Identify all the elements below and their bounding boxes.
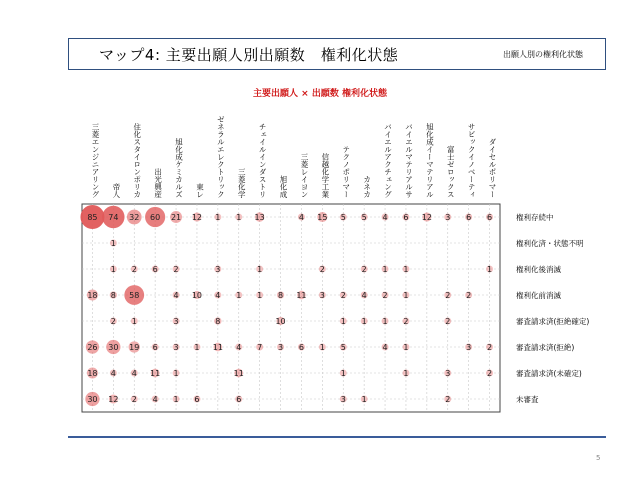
bubble-value-label: 12 (191, 213, 203, 222)
bubble-value-label: 1 (257, 291, 263, 300)
bubble-value-label: 2 (131, 395, 137, 404)
bubble-value-label: 2 (466, 291, 472, 300)
bubble-value-label: 2 (319, 265, 325, 274)
bubble-value-label: 1 (340, 317, 346, 326)
page-title: マップ4: 主要出願人別出願数 権利化状態 (99, 46, 399, 64)
bubble-value-label: 3 (173, 343, 179, 352)
bubble-value-label: 1 (215, 213, 221, 222)
bubble-value-label: 11 (296, 291, 307, 300)
bubble-value-label: 1 (403, 369, 409, 378)
bottom-divider (68, 436, 606, 438)
bubble-value-label: 3 (445, 369, 451, 378)
bubble-value-label: 3 (466, 343, 472, 352)
bubble-value-label: 12 (421, 213, 432, 222)
bubble-value-label: 4 (131, 369, 137, 378)
bubble-value-label: 1 (131, 317, 137, 326)
column-label: 旭化成イーマテリアル (425, 123, 435, 198)
column-label: テクノポリマー (341, 145, 351, 198)
bubble-value-label: 19 (129, 343, 140, 352)
column-label: 三菱レイヨン (299, 153, 309, 198)
bubble-value-label: 1 (257, 265, 263, 274)
bubble-value-label: 1 (382, 265, 388, 274)
bubble-value-label: 4 (298, 213, 304, 222)
plot-frame (82, 204, 500, 412)
column-label: ダイセルポリマー (488, 138, 498, 198)
bubble-value-label: 32 (129, 213, 140, 222)
row-label: 審査請求済(未確定) (516, 369, 582, 378)
bubble-value-label: 30 (108, 343, 119, 352)
bubble-value-label: 2 (131, 265, 137, 274)
bubble-value-label: 15 (317, 213, 328, 222)
bubble-value-label: 8 (215, 317, 221, 326)
bubble-value-label: 4 (215, 291, 221, 300)
column-label: 住化スタイロンポリカ (132, 123, 142, 198)
bubble-value-label: 4 (110, 369, 116, 378)
bubble-value-label: 6 (152, 343, 158, 352)
bubble-value-label: 5 (340, 343, 346, 352)
chart-title: 主要出願人 × 出願数 権利化状態 (253, 89, 387, 99)
page-subtitle: 出願人別の権利化状態 (503, 50, 583, 59)
bubble-value-label: 1 (236, 291, 242, 300)
bubble-value-label: 6 (403, 213, 409, 222)
bubble-value-label: 6 (298, 343, 304, 352)
column-label: 東レ (195, 183, 205, 198)
bubble-value-label: 8 (278, 291, 284, 300)
column-label: 旭化成ケミカルズ (174, 138, 184, 198)
bubble-value-label: 11 (233, 369, 244, 378)
row-label: 審査請求済(拒絶確定) (516, 317, 590, 326)
column-label: 帝人 (111, 183, 121, 198)
bubble-value-label: 2 (110, 317, 116, 326)
column-label: バイエルアクチェング (383, 123, 393, 198)
bubble-value-label: 26 (87, 343, 98, 352)
row-label: 未審査 (516, 395, 539, 404)
bubble-value-label: 6 (194, 395, 200, 404)
bubble-value-label: 21 (170, 213, 182, 222)
bubble-value-label: 1 (173, 395, 179, 404)
bubble-value-label: 1 (173, 369, 179, 378)
bubble-value-label: 1 (340, 369, 346, 378)
column-label: 三菱化学 (237, 168, 247, 198)
column-label: バイエルマテリアルサ (404, 123, 414, 198)
bubble-value-label: 10 (191, 291, 203, 300)
bubble-value-label: 5 (340, 213, 346, 222)
bubble-value-label: 1 (236, 213, 242, 222)
bubble-value-label: 4 (236, 343, 242, 352)
bubble-value-label: 1 (110, 239, 116, 248)
bubble-value-label: 2 (361, 265, 367, 274)
bubble-value-label: 18 (87, 291, 98, 300)
row-label: 権利存続中 (516, 213, 554, 222)
bubble-value-label: 30 (87, 395, 98, 404)
page-number: 5 (596, 454, 601, 462)
bubble-value-label: 1 (403, 291, 409, 300)
column-label: 信越化学工業 (320, 153, 330, 198)
column-label: ゼネラルエレクトリック (216, 115, 226, 198)
bubble-value-label: 1 (403, 265, 409, 274)
bubble-value-label: 3 (445, 213, 451, 222)
column-label: 富士ゼロックス (446, 145, 456, 198)
bubble-value-label: 8 (110, 291, 116, 300)
bubble-value-label: 6 (236, 395, 242, 404)
bubble-value-label: 2 (487, 343, 493, 352)
bubble-value-label: 4 (152, 395, 158, 404)
row-label: 権利化後消滅 (516, 265, 561, 274)
row-label: 審査請求済(拒絶) (516, 343, 575, 352)
column-label: チェイルインダストリ (258, 123, 268, 198)
bubble-value-label: 1 (194, 343, 200, 352)
bubble-value-label: 85 (87, 213, 98, 222)
bubble-value-label: 2 (445, 291, 451, 300)
bubble-value-label: 1 (361, 395, 367, 404)
bubble-value-label: 1 (403, 343, 409, 352)
bubble-value-label: 1 (361, 317, 367, 326)
bubble-value-label: 3 (278, 343, 284, 352)
column-label: サビックイノベーティ (467, 123, 477, 198)
bubble-value-label: 11 (150, 369, 161, 378)
bubble-value-label: 6 (152, 265, 158, 274)
bubble-value-label: 1 (110, 265, 116, 274)
bubble-value-label: 2 (403, 317, 409, 326)
column-label: 三菱エンジニアリング (90, 123, 100, 198)
bubble-value-label: 58 (129, 291, 140, 300)
bubble-value-label: 10 (275, 317, 286, 326)
bubble-value-label: 3 (173, 317, 179, 326)
bubble-value-label: 6 (487, 213, 493, 222)
bubble-value-label: 2 (173, 265, 179, 274)
bubble-value-label: 1 (319, 343, 325, 352)
row-label: 権利化済・状態不明 (516, 239, 584, 248)
bubble-value-label: 2 (445, 395, 451, 404)
bubble-value-label: 74 (108, 213, 119, 222)
bubble-value-label: 1 (487, 265, 493, 274)
bubble-value-label: 2 (382, 291, 388, 300)
column-label: カネカ (362, 175, 372, 198)
bubble-value-label: 5 (361, 213, 367, 222)
bubble-value-label: 18 (87, 369, 98, 378)
column-label: 出光興産 (153, 168, 163, 198)
bubble-value-label: 4 (361, 291, 367, 300)
bubble-value-label: 2 (340, 291, 346, 300)
bubble-value-label: 2 (445, 317, 451, 326)
bubble-value-label: 3 (319, 291, 325, 300)
bubble-value-label: 3 (340, 395, 346, 404)
bubble-value-label: 4 (173, 291, 179, 300)
bubble-value-label: 6 (466, 213, 472, 222)
bubble-value-label: 60 (150, 213, 161, 222)
bubble-value-label: 4 (382, 343, 388, 352)
bubble-value-label: 4 (382, 213, 388, 222)
bubble-value-label: 1 (382, 317, 388, 326)
bubble-value-label: 13 (254, 213, 265, 222)
bubble-value-label: 3 (215, 265, 221, 274)
row-label: 権利化前消滅 (516, 291, 561, 300)
column-label: 旭化成 (279, 175, 289, 198)
bubble-value-label: 11 (212, 343, 223, 352)
bubble-value-label: 7 (257, 343, 263, 352)
bubble-value-label: 12 (108, 395, 119, 404)
bubble-value-label: 2 (487, 369, 493, 378)
